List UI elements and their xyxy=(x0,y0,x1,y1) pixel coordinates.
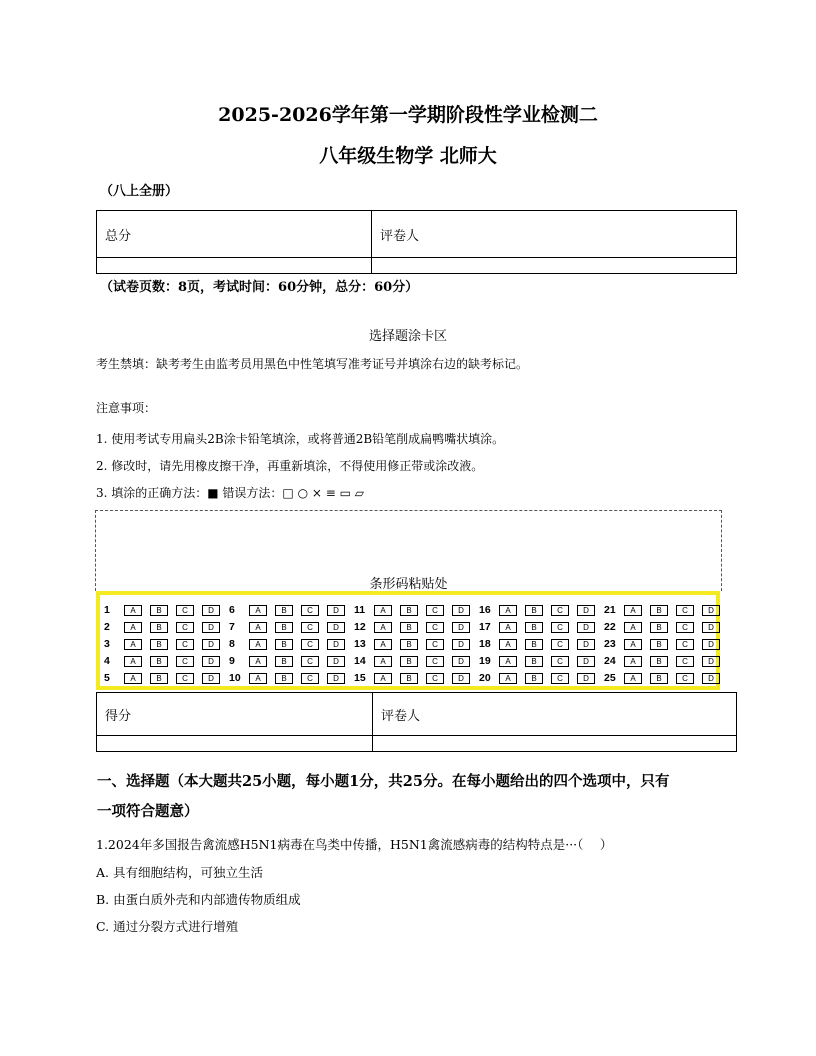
answer-bubble[interactable]: A xyxy=(374,622,392,633)
answer-bubble[interactable]: A xyxy=(499,673,517,684)
bubble-row xyxy=(604,654,729,671)
answer-bubble[interactable]: D xyxy=(452,656,470,667)
bubble-question-number: 5 xyxy=(104,672,110,684)
answer-bubble[interactable]: B xyxy=(650,639,668,650)
notes-heading: 注意事项： xyxy=(96,401,157,415)
grader-cell[interactable] xyxy=(372,258,737,274)
bubble-question-number: 8 xyxy=(229,638,235,650)
answer-bubble[interactable]: C xyxy=(551,673,569,684)
bubble-row xyxy=(604,620,729,637)
answer-bubble[interactable]: C xyxy=(426,605,444,616)
answer-bubble[interactable]: A xyxy=(249,673,267,684)
bubble-question-number: 22 xyxy=(604,621,616,633)
barcode-area xyxy=(95,510,722,591)
answer-bubble[interactable]: D xyxy=(202,673,220,684)
grader-cell[interactable] xyxy=(373,736,737,752)
answer-bubble[interactable]: B xyxy=(400,622,418,633)
bubble-question-number: 23 xyxy=(604,638,616,650)
answer-bubble[interactable]: B xyxy=(400,656,418,667)
answer-bubble[interactable]: B xyxy=(525,622,543,633)
bubble-row xyxy=(229,671,354,688)
bubble-sheet xyxy=(96,591,720,690)
answer-bubble[interactable]: C xyxy=(176,656,194,667)
answer-bubble[interactable]: D xyxy=(577,622,595,633)
answer-bubble[interactable]: D xyxy=(702,639,720,650)
answer-bubble[interactable]: B xyxy=(275,656,293,667)
bubble-row xyxy=(104,671,229,688)
answer-bubble[interactable]: C xyxy=(551,622,569,633)
answer-bubble[interactable]: B xyxy=(275,605,293,616)
bubble-question-number: 11 xyxy=(354,604,366,616)
answer-bubble[interactable]: A xyxy=(124,673,142,684)
answer-bubble[interactable]: D xyxy=(702,673,720,684)
answer-bubble[interactable]: A xyxy=(124,639,142,650)
section-heading xyxy=(97,767,737,827)
bubble-question-number: 12 xyxy=(354,621,366,633)
answer-bubble[interactable]: B xyxy=(650,622,668,633)
bubble-row xyxy=(479,637,604,654)
answer-bubble[interactable]: C xyxy=(301,656,319,667)
answer-bubble[interactable]: D xyxy=(702,622,720,633)
section-heading-line: 一项符合题意） xyxy=(97,803,199,820)
answer-bubble[interactable]: D xyxy=(577,673,595,684)
answer-bubble[interactable]: D xyxy=(327,605,345,616)
answer-bubble[interactable]: A xyxy=(249,605,267,616)
answer-bubble[interactable]: B xyxy=(275,673,293,684)
answer-bubble[interactable]: B xyxy=(525,656,543,667)
bubble-question-number: 15 xyxy=(354,672,366,684)
grader-label: 评卷人 xyxy=(372,211,737,258)
score-table-top xyxy=(96,210,737,274)
answer-bubble[interactable]: C xyxy=(551,639,569,650)
answer-bubble[interactable]: B xyxy=(150,656,168,667)
answer-bubble[interactable]: C xyxy=(426,673,444,684)
answer-bubble[interactable]: A xyxy=(374,656,392,667)
bubble-row xyxy=(479,603,604,620)
answer-bubble[interactable]: A xyxy=(624,605,642,616)
answer-bubble[interactable]: C xyxy=(301,622,319,633)
answer-bubble[interactable]: C xyxy=(551,605,569,616)
bubble-question-number: 14 xyxy=(354,655,366,667)
answer-bubble[interactable]: D xyxy=(577,656,595,667)
bubble-row xyxy=(229,620,354,637)
absent-note: 考生禁填：缺考考生由监考员用黑色中性笔填写准考证号并填涂右边的缺考标记。 xyxy=(96,357,529,371)
answer-bubble[interactable]: C xyxy=(676,656,694,667)
answer-bubble[interactable]: D xyxy=(327,622,345,633)
answer-bubble[interactable]: B xyxy=(150,673,168,684)
answer-bubble[interactable]: B xyxy=(400,605,418,616)
answer-bubble[interactable]: D xyxy=(202,605,220,616)
answer-bubble[interactable]: D xyxy=(327,639,345,650)
note-item: 2. 修改时，请先用橡皮擦干净，再重新填涂，不得使用修正带或涂改液。 xyxy=(96,459,484,473)
answer-bubble[interactable]: D xyxy=(577,605,595,616)
exam-info: （试卷页数：8页，考试时间：60分钟，总分：60分） xyxy=(100,280,419,295)
answer-bubble[interactable]: D xyxy=(577,639,595,650)
answer-bubble[interactable]: B xyxy=(275,639,293,650)
answer-bubble[interactable]: C xyxy=(676,673,694,684)
bubble-row xyxy=(104,620,229,637)
answer-bubble[interactable]: A xyxy=(124,656,142,667)
bubble-row xyxy=(354,603,479,620)
bubble-question-number: 21 xyxy=(604,604,616,616)
bubble-question-number: 10 xyxy=(229,672,241,684)
answer-bubble[interactable]: A xyxy=(249,622,267,633)
bubble-row xyxy=(354,671,479,688)
total-score-cell[interactable] xyxy=(97,258,372,274)
answer-bubble[interactable]: A xyxy=(374,605,392,616)
bubble-row xyxy=(229,654,354,671)
answer-bubble[interactable]: C xyxy=(301,673,319,684)
note-item: 1. 使用考试专用扁头2B涂卡铅笔填涂，或将普通2B铅笔削成扁鸭嘴状填涂。 xyxy=(96,432,505,446)
answer-bubble[interactable]: C xyxy=(176,673,194,684)
answer-bubble[interactable]: D xyxy=(702,605,720,616)
answer-bubble[interactable]: A xyxy=(499,639,517,650)
bubble-row xyxy=(479,671,604,688)
bubble-question-number: 20 xyxy=(479,672,491,684)
barcode-label: 条形码粘贴处 xyxy=(369,577,448,592)
answer-bubble[interactable]: D xyxy=(452,639,470,650)
answer-bubble[interactable]: A xyxy=(499,656,517,667)
question-option: C. 通过分裂方式进行增殖 xyxy=(96,919,239,934)
bubble-row xyxy=(479,654,604,671)
answer-bubble[interactable]: A xyxy=(124,605,142,616)
score-table-section xyxy=(96,692,737,752)
exam-subtitle: 八年级生物学 北师大 xyxy=(319,145,497,167)
bubble-row xyxy=(604,671,729,688)
bubble-question-number: 13 xyxy=(354,638,366,650)
answer-bubble[interactable]: D xyxy=(452,673,470,684)
answer-bubble[interactable]: B xyxy=(650,605,668,616)
bubble-question-number: 7 xyxy=(229,621,235,633)
bubble-question-number: 2 xyxy=(104,621,110,633)
bubble-question-number: 1 xyxy=(104,604,110,616)
answer-bubble[interactable]: D xyxy=(327,673,345,684)
question-stem: 1.2024年多国报告禽流感H5N1病毒在鸟类中传播，H5N1禽流感病毒的结构特点是···（ ） xyxy=(96,837,613,852)
answer-bubble[interactable]: A xyxy=(249,656,267,667)
exam-title: 2025-2026学年第一学期阶段性学业检测二 xyxy=(218,104,598,126)
answer-bubble[interactable]: C xyxy=(301,639,319,650)
score-cell[interactable] xyxy=(97,736,373,752)
answer-bubble[interactable]: A xyxy=(499,622,517,633)
answer-bubble[interactable]: B xyxy=(650,673,668,684)
grader-label: 评卷人 xyxy=(373,693,737,736)
answer-bubble[interactable]: B xyxy=(525,673,543,684)
bubble-question-number: 18 xyxy=(479,638,491,650)
bubble-row xyxy=(604,637,729,654)
answer-bubble[interactable]: C xyxy=(551,656,569,667)
answer-bubble[interactable]: C xyxy=(676,639,694,650)
bubble-question-number: 3 xyxy=(104,638,110,650)
answer-bubble[interactable]: B xyxy=(525,639,543,650)
answer-bubble[interactable]: B xyxy=(275,622,293,633)
answer-bubble[interactable]: D xyxy=(452,622,470,633)
bubble-row xyxy=(104,603,229,620)
bubble-row xyxy=(604,603,729,620)
answer-bubble[interactable]: D xyxy=(327,656,345,667)
answer-bubble[interactable]: B xyxy=(150,639,168,650)
bubble-question-number: 4 xyxy=(104,655,110,667)
bubble-question-number: 16 xyxy=(479,604,491,616)
bubble-question-number: 24 xyxy=(604,655,616,667)
answer-bubble[interactable]: B xyxy=(400,639,418,650)
bubble-row xyxy=(479,620,604,637)
score-label: 得分 xyxy=(97,693,373,736)
answer-bubble[interactable]: B xyxy=(400,673,418,684)
answer-bubble[interactable]: C xyxy=(176,622,194,633)
question-option: A. 具有细胞结构，可独立生活 xyxy=(96,865,263,880)
note-item: 3. 填涂的正确方法：■ 错误方法：□ ○ × ≡ ▭ ▱ xyxy=(96,486,364,500)
answer-bubble[interactable]: A xyxy=(124,622,142,633)
answer-bubble[interactable]: A xyxy=(624,673,642,684)
answer-bubble[interactable]: D xyxy=(452,605,470,616)
answer-bubble[interactable]: C xyxy=(676,605,694,616)
answer-bubble[interactable]: D xyxy=(202,656,220,667)
answer-bubble[interactable]: B xyxy=(150,605,168,616)
answer-bubble[interactable]: D xyxy=(202,639,220,650)
answer-bubble[interactable]: C xyxy=(426,622,444,633)
answer-bubble[interactable]: B xyxy=(525,605,543,616)
answer-bubble[interactable]: A xyxy=(249,639,267,650)
total-score-label: 总分 xyxy=(97,211,372,258)
answer-bubble[interactable]: C xyxy=(426,656,444,667)
answer-bubble[interactable]: C xyxy=(176,639,194,650)
answer-bubble[interactable]: C xyxy=(426,639,444,650)
bubble-row xyxy=(354,654,479,671)
bubble-row xyxy=(104,637,229,654)
answer-bubble[interactable]: D xyxy=(702,656,720,667)
answer-bubble[interactable]: A xyxy=(624,639,642,650)
answer-bubble[interactable]: A xyxy=(499,605,517,616)
bubble-row xyxy=(354,620,479,637)
answer-bubble[interactable]: C xyxy=(676,622,694,633)
section-heading-line: 一、选择题（本大题共25小题，每小题1分，共25分。在每小题给出的四个选项中，只有 xyxy=(97,773,670,790)
answer-zone-title: 选择题涂卡区 xyxy=(368,329,447,344)
answer-bubble[interactable]: A xyxy=(624,656,642,667)
exam-scope: （八上全册） xyxy=(100,184,179,199)
answer-bubble[interactable]: D xyxy=(202,622,220,633)
bubble-question-number: 17 xyxy=(479,621,491,633)
bubble-question-number: 6 xyxy=(229,604,235,616)
bubble-row xyxy=(229,637,354,654)
bubble-question-number: 19 xyxy=(479,655,491,667)
bubble-row xyxy=(104,654,229,671)
answer-bubble[interactable]: A xyxy=(374,639,392,650)
answer-bubble[interactable]: B xyxy=(650,656,668,667)
answer-bubble[interactable]: A xyxy=(624,622,642,633)
bubble-question-number: 9 xyxy=(229,655,235,667)
answer-bubble[interactable]: C xyxy=(176,605,194,616)
question-option: B. 由蛋白质外壳和内部遗传物质组成 xyxy=(96,892,301,907)
answer-bubble[interactable]: A xyxy=(374,673,392,684)
answer-bubble[interactable]: B xyxy=(150,622,168,633)
answer-bubble[interactable]: C xyxy=(301,605,319,616)
bubble-question-number: 25 xyxy=(604,672,616,684)
bubble-row xyxy=(354,637,479,654)
bubble-row xyxy=(229,603,354,620)
